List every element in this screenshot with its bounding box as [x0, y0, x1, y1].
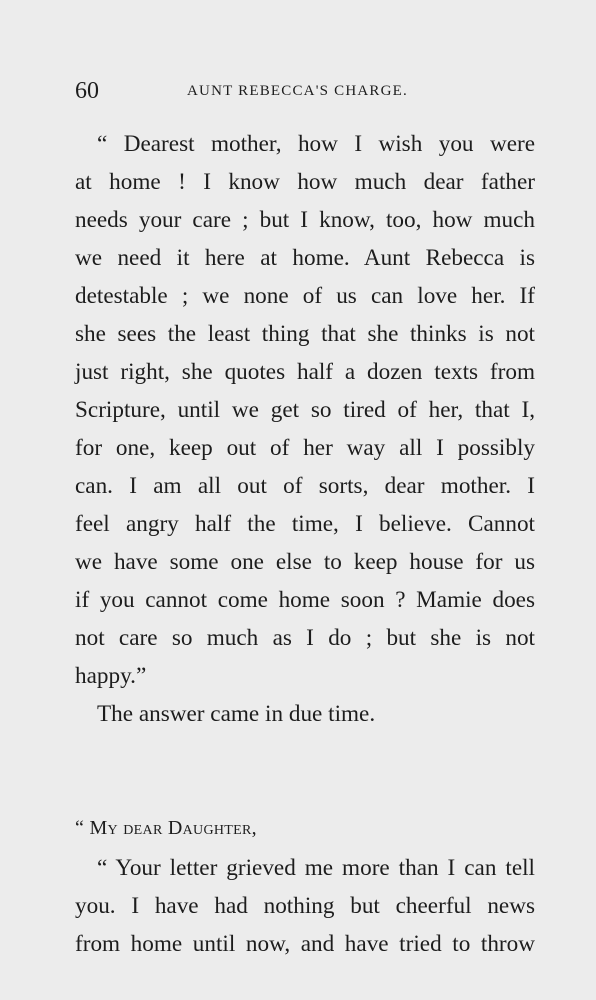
- text-line: happy.”: [75, 663, 147, 689]
- page-number: 60: [75, 78, 99, 104]
- text-line: she sees the least thing that she thinks is not: [75, 321, 535, 347]
- text-line: we need it here at home. Aunt Rebecca is: [75, 245, 535, 271]
- text-line: can. I am all out of sorts, dear mother. I: [75, 473, 535, 499]
- text-line: we have some one else to keep house for us: [75, 549, 535, 575]
- text-line: Scripture, until we get so tired of her, that I,: [75, 397, 535, 423]
- text-line: feel angry half the time, I believe. Cannot: [75, 511, 535, 537]
- running-title: AUNT REBECCA'S CHARGE.: [187, 83, 408, 99]
- text-line: needs your care ; but I know, too, how much: [75, 207, 535, 233]
- text-line: if you cannot come home soon ? Mamie does: [75, 587, 535, 613]
- reply-line: from home until now, and have tried to throw: [75, 931, 535, 957]
- reply-salutation: “ My dear Daughter,: [75, 817, 257, 839]
- running-head: [75, 76, 535, 106]
- text-line: just right, she quotes half a dozen texts from: [75, 359, 535, 385]
- reply-line: you. I have had nothing but cheerful news: [75, 893, 535, 919]
- text-line: at home ! I know how much dear father: [75, 169, 535, 195]
- reply-line: “ Your letter grieved me more than I can tell: [97, 855, 535, 881]
- text-line: “ Dearest mother, how I wish you were: [97, 131, 535, 157]
- text-line: detestable ; we none of us can love her. If: [75, 283, 535, 309]
- narration-line: The answer came in due time.: [97, 701, 376, 727]
- text-line: for one, keep out of her way all I possibly: [75, 435, 535, 461]
- text-line: not care so much as I do ; but she is not: [75, 625, 535, 651]
